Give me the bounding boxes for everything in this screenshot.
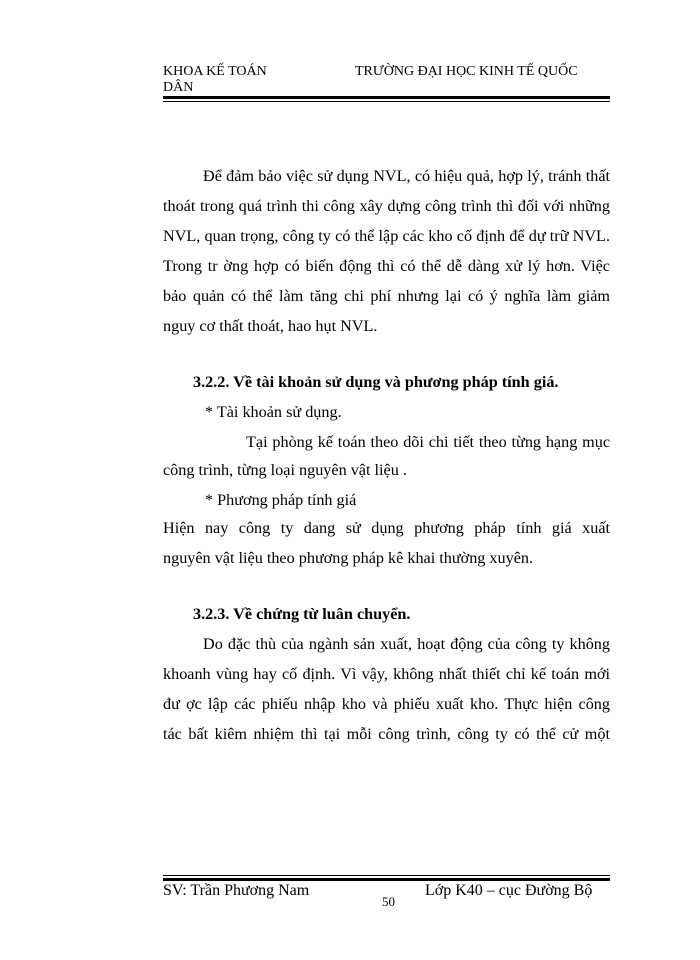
section-323-line-2: khoanh vùng hay cố định. Vì vậy, không nhất thiết chỉ kế toán mới — [163, 665, 610, 683]
paragraph1-line-1: Để đảm bảo việc sử dụng NVL, có hiệu quả, hợp lý, tránh thất — [203, 167, 610, 185]
section-323-line-4: tác bất kiêm nhiệm thì tại mỗi công trình, công ty có thể cử một — [163, 725, 610, 743]
section-322-account-text-1: Tại phòng kế toán theo dõi chi tiết theo từng hạng mục — [246, 433, 610, 451]
section-323-line-3: đư ợc lập các phiếu nhập kho và phiếu xuất kho. Thực hiện công — [163, 695, 610, 713]
paragraph1-line-5: bảo quản có thể làm tăng chi phí nhưng lại có ý nghĩa làm giảm — [163, 287, 610, 305]
footer-class-name: Lớp K40 – cục Đường Bộ — [425, 882, 593, 899]
header-faculty-continued: DÂN — [163, 80, 194, 95]
section-322-account-text-2: công trình, từng loại nguyên vật liệu . — [163, 461, 407, 479]
section-322-bullet-method: * Phương pháp tính giá — [205, 491, 357, 509]
section-323-heading: 3.2.3. Về chứng từ luân chuyển. — [193, 605, 411, 623]
header-faculty: KHOA KẾ TOÁN — [163, 64, 267, 79]
header-rule-thick — [163, 96, 610, 99]
section-322-method-text-2: nguyên vật liệu theo phương pháp kê khai thường xuyên. — [163, 549, 534, 567]
page-number: 50 — [382, 894, 395, 909]
header-rule-thin — [163, 101, 610, 102]
paragraph1-line-4: Trong tr ờng hợp có biến động thì có thể dễ dàng xử lý hơn. Việc — [163, 257, 610, 275]
paragraph1-line-2: thoát trong quá trình thi công xây dựng công trình thì đối với những — [163, 197, 610, 215]
header-university: TRƯỜNG ĐẠI HỌC KINH TẾ QUỐC — [355, 64, 578, 79]
section-323-line-1: Do đặc thù của ngành sản xuất, hoạt động của công ty không — [203, 635, 610, 653]
section-322-bullet-account: * Tài khoản sử dụng. — [205, 403, 342, 421]
footer-rule-thin — [163, 875, 610, 876]
section-322-method-text-1: Hiện nay công ty dang sử dụng phương pháp tính giá xuất — [163, 519, 610, 537]
section-322-heading: 3.2.2. Về tài khoản sử dụng và phương pháp tính giá. — [193, 373, 559, 391]
footer-student-name: SV: Trần Phương Nam — [163, 882, 310, 899]
paragraph1-line-6: nguy cơ thất thoát, hao hụt NVL. — [163, 317, 378, 335]
paragraph1-line-3: NVL, quan trọng, công ty có thể lập các kho cố định để dự trữ NVL. — [163, 227, 610, 245]
